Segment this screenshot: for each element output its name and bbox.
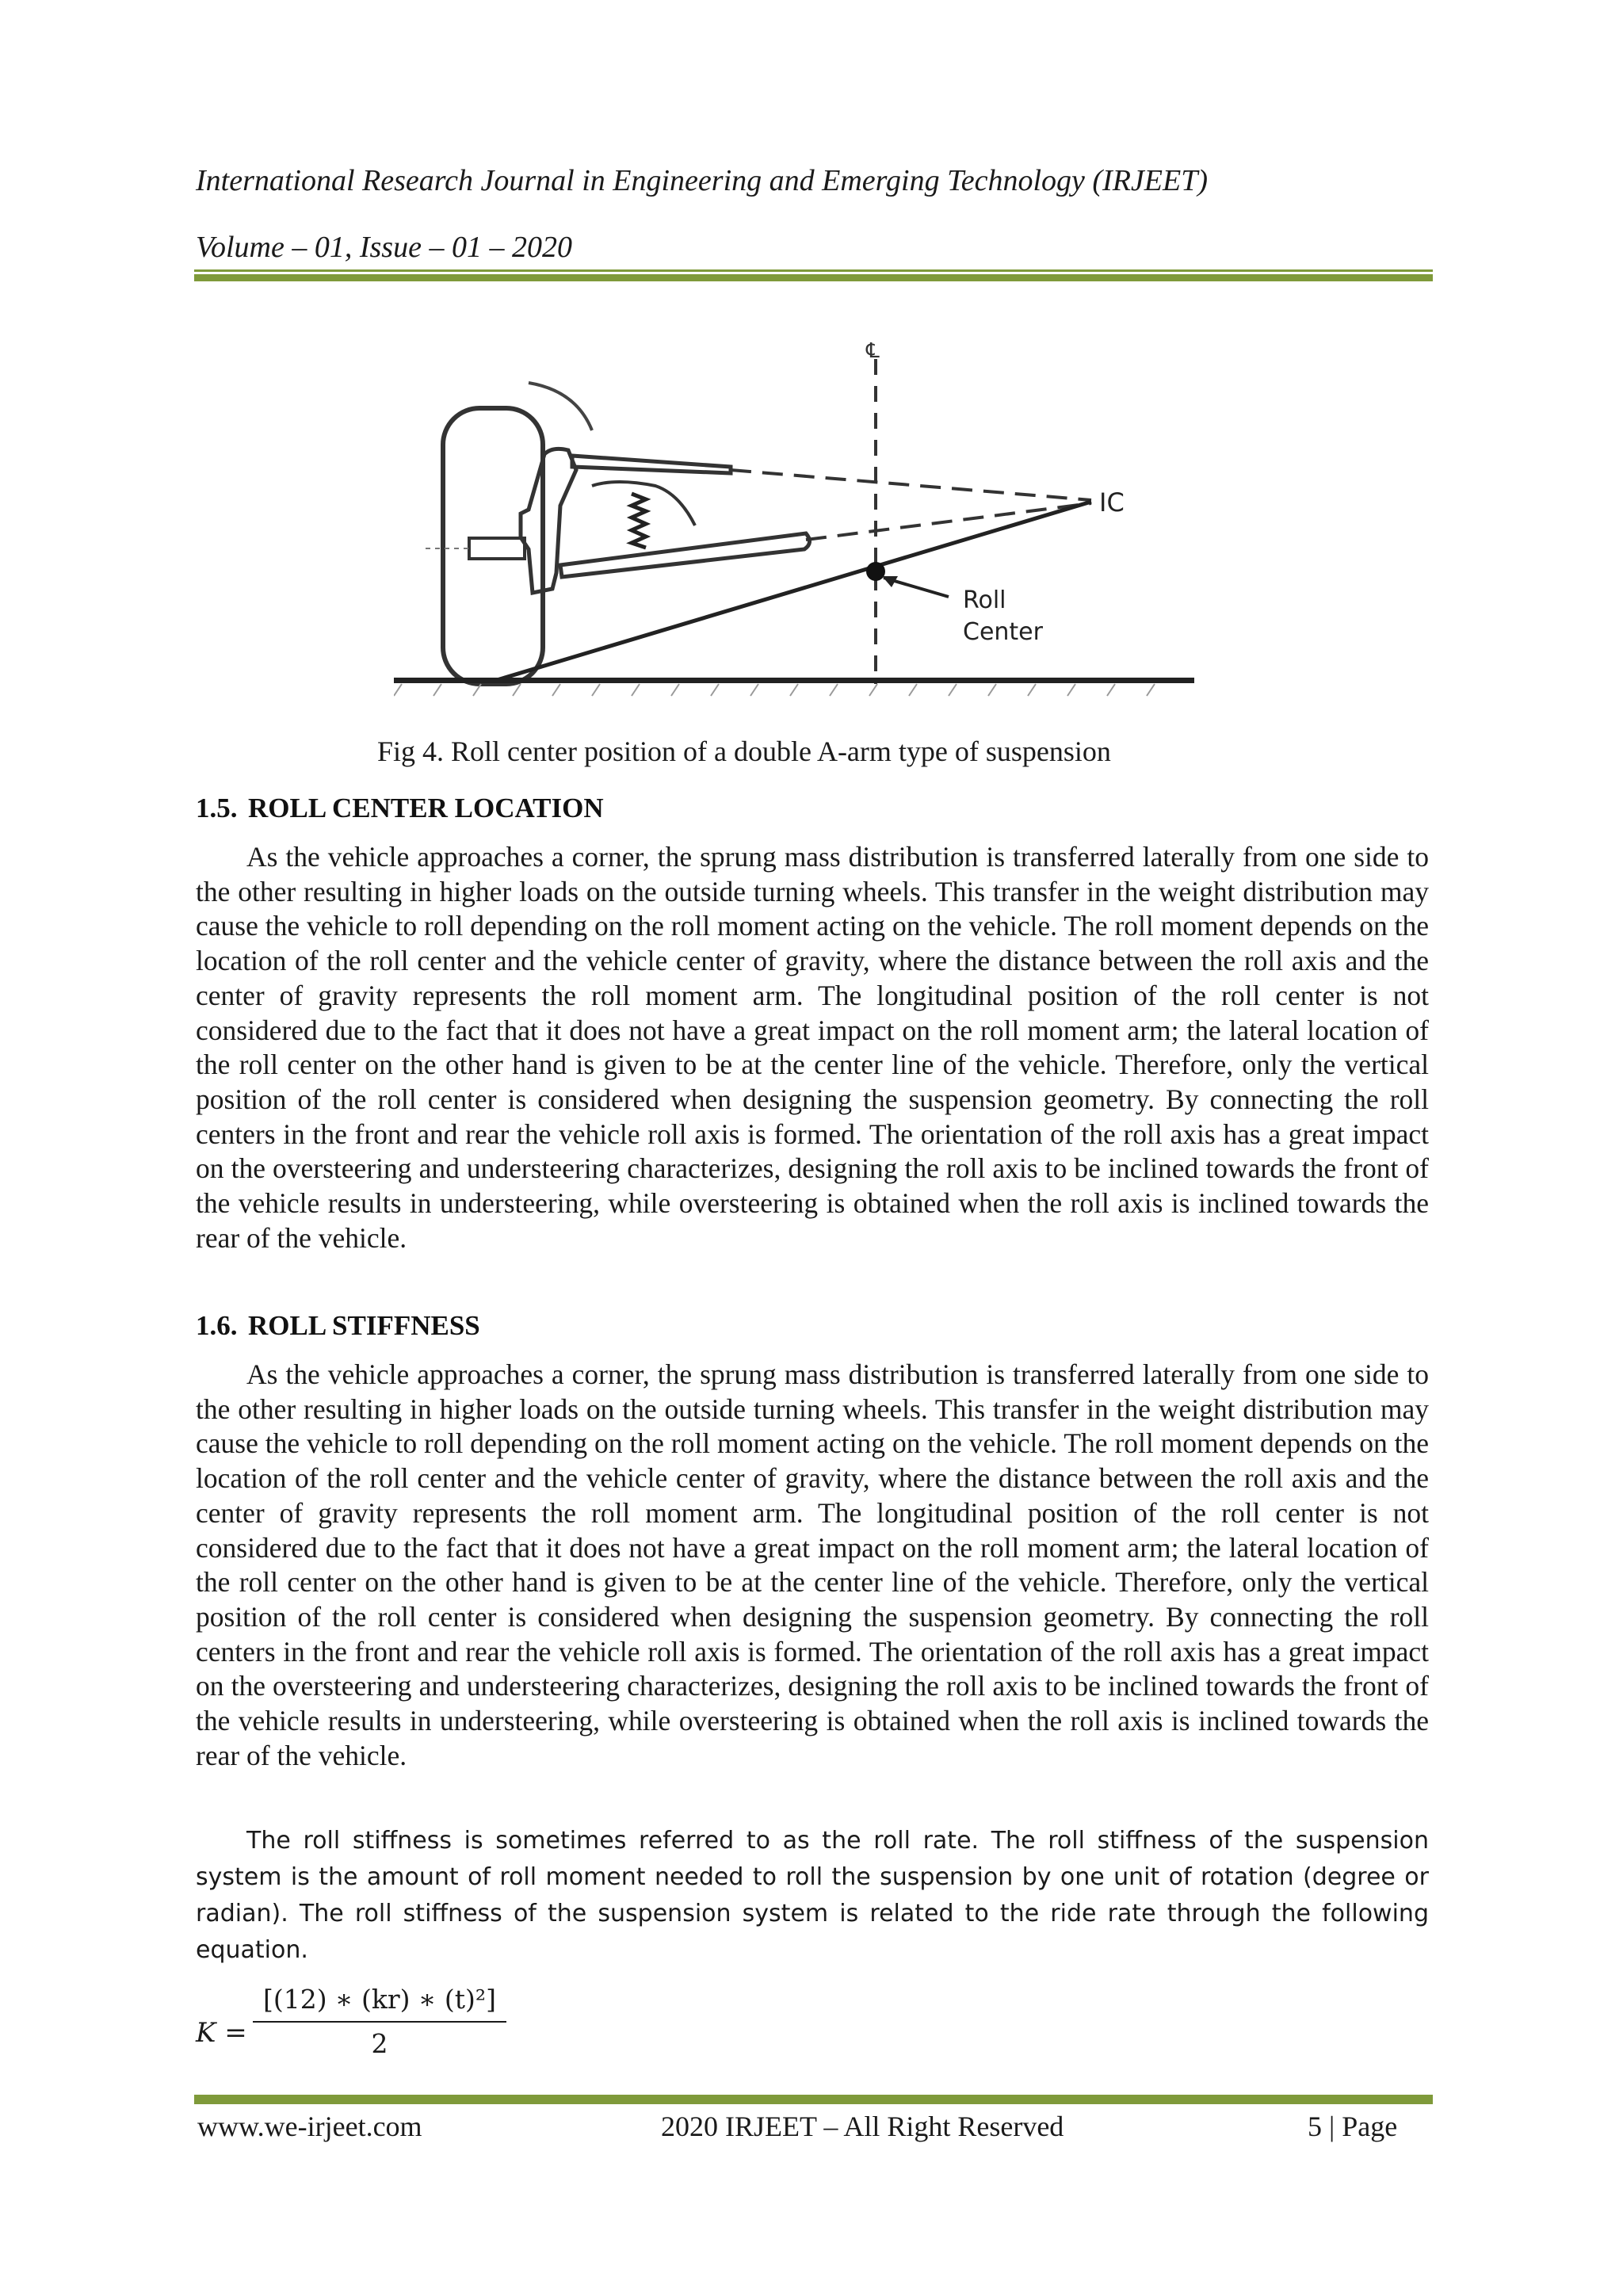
roll-center-point: [866, 562, 885, 581]
center-label: Center: [963, 618, 1043, 646]
equation-fraction: [253, 1981, 506, 2062]
fraction-bar: [253, 2021, 506, 2023]
section-heading-roll-stiffness: [196, 1310, 480, 1342]
section-heading-roll-center-location: [196, 793, 604, 824]
footer-page-number: 5 | Page: [1308, 2111, 1398, 2142]
section-title: ROLL CENTER LOCATION: [248, 793, 604, 823]
volume-issue: Volume – 01, Issue – 01 – 2020: [196, 231, 572, 264]
section-title: ROLL STIFFNESS: [248, 1310, 480, 1341]
header-rule: [194, 269, 1433, 281]
journal-title: International Research Journal in Engineering and Emerging Technology (IRJEET): [196, 164, 1208, 197]
equation-lhs: K =: [196, 2017, 247, 2049]
paragraph-roll-center-location: As the vehicle approaches a corner, the sprung mass distribution is transferred laterally from one side to the other resulting in higher loads on the outside turning wheels. This transfer in the weight distribution may cause the vehicle to roll depending on the roll moment acting on the vehicle. The roll moment depends on the location of the roll center and the vehicle center of gravity, where the distance between the roll axis and the center of gravity represents the roll moment arm. The longitudinal position of the roll center is not considered due to the fact that it does not have a great impact on the roll moment arm; the lateral location of the roll center on the other hand is given to be at the center line of the vehicle. Therefore, only the vertical position of the roll center is considered when designing the suspension geometry. By connecting the roll centers in the front and rear the vehicle roll axis is formed. The orientation of the roll axis has a great impact on the oversteering and understeering characterizes, designing the roll axis to be inclined towards the front of the vehicle results in understeering, while oversteering is obtained when the roll axis is inclined towards the rear of the vehicle.: [196, 841, 1429, 1254]
equation-numerator: [(12) ∗ (kr) ∗ (t)²]: [262, 1984, 497, 2015]
section-number: 1.6.: [196, 1310, 238, 1341]
paragraph-roll-stiffness: As the vehicle approaches a corner, the sprung mass distribution is transferred laterally from one side to the other resulting in higher loads on the outside turning wheels. This transfer in the weight distribution may cause the vehicle to roll depending on the roll moment acting on the vehicle. The roll moment depends on the location of the roll center and the vehicle center of gravity, where the distance between the roll axis and the center of gravity represents the roll moment arm. The longitudinal position of the roll center is not considered due to the fact that it does not have a great impact on the roll moment arm; the lateral location of the roll center on the other hand is given to be at the center line of the vehicle. Therefore, only the vertical position of the roll center is considered when designing the suspension geometry. By connecting the roll centers in the front and rear the vehicle roll axis is formed. The orientation of the roll axis has a great impact on the oversteering and understeering characterizes, designing the roll axis to be inclined towards the front of the vehicle results in understeering, while oversteering is obtained when the roll axis is inclined towards the rear of the vehicle.: [196, 1358, 1429, 1771]
figure-caption: Fig 4. Roll center position of a double A-arm type of suspension: [377, 735, 1111, 767]
footer-website: www.we-irjeet.com: [197, 2111, 422, 2142]
ground-line: [394, 678, 1194, 683]
ic-label: IC: [1099, 487, 1125, 518]
equation-denominator: 2: [371, 2028, 388, 2059]
centerline-symbol: ℄: [866, 339, 880, 363]
roll-label: Roll: [963, 586, 1006, 614]
suspension-diagram: [394, 335, 1197, 700]
section-number: 1.5.: [196, 793, 238, 823]
footer-copyright: 2020 IRJEET – All Right Reserved: [661, 2111, 1064, 2142]
footer-rule: [194, 2092, 1433, 2104]
paragraph-roll-rate: The roll stiffness is sometimes referred to as the roll rate. The roll stiffness of the suspension system is the amount of roll moment needed to roll the suspension by one unit of rotation (degree or radian). The roll stiffness of the suspension system is related to the ride rate through the following equation.: [196, 1827, 1429, 1964]
